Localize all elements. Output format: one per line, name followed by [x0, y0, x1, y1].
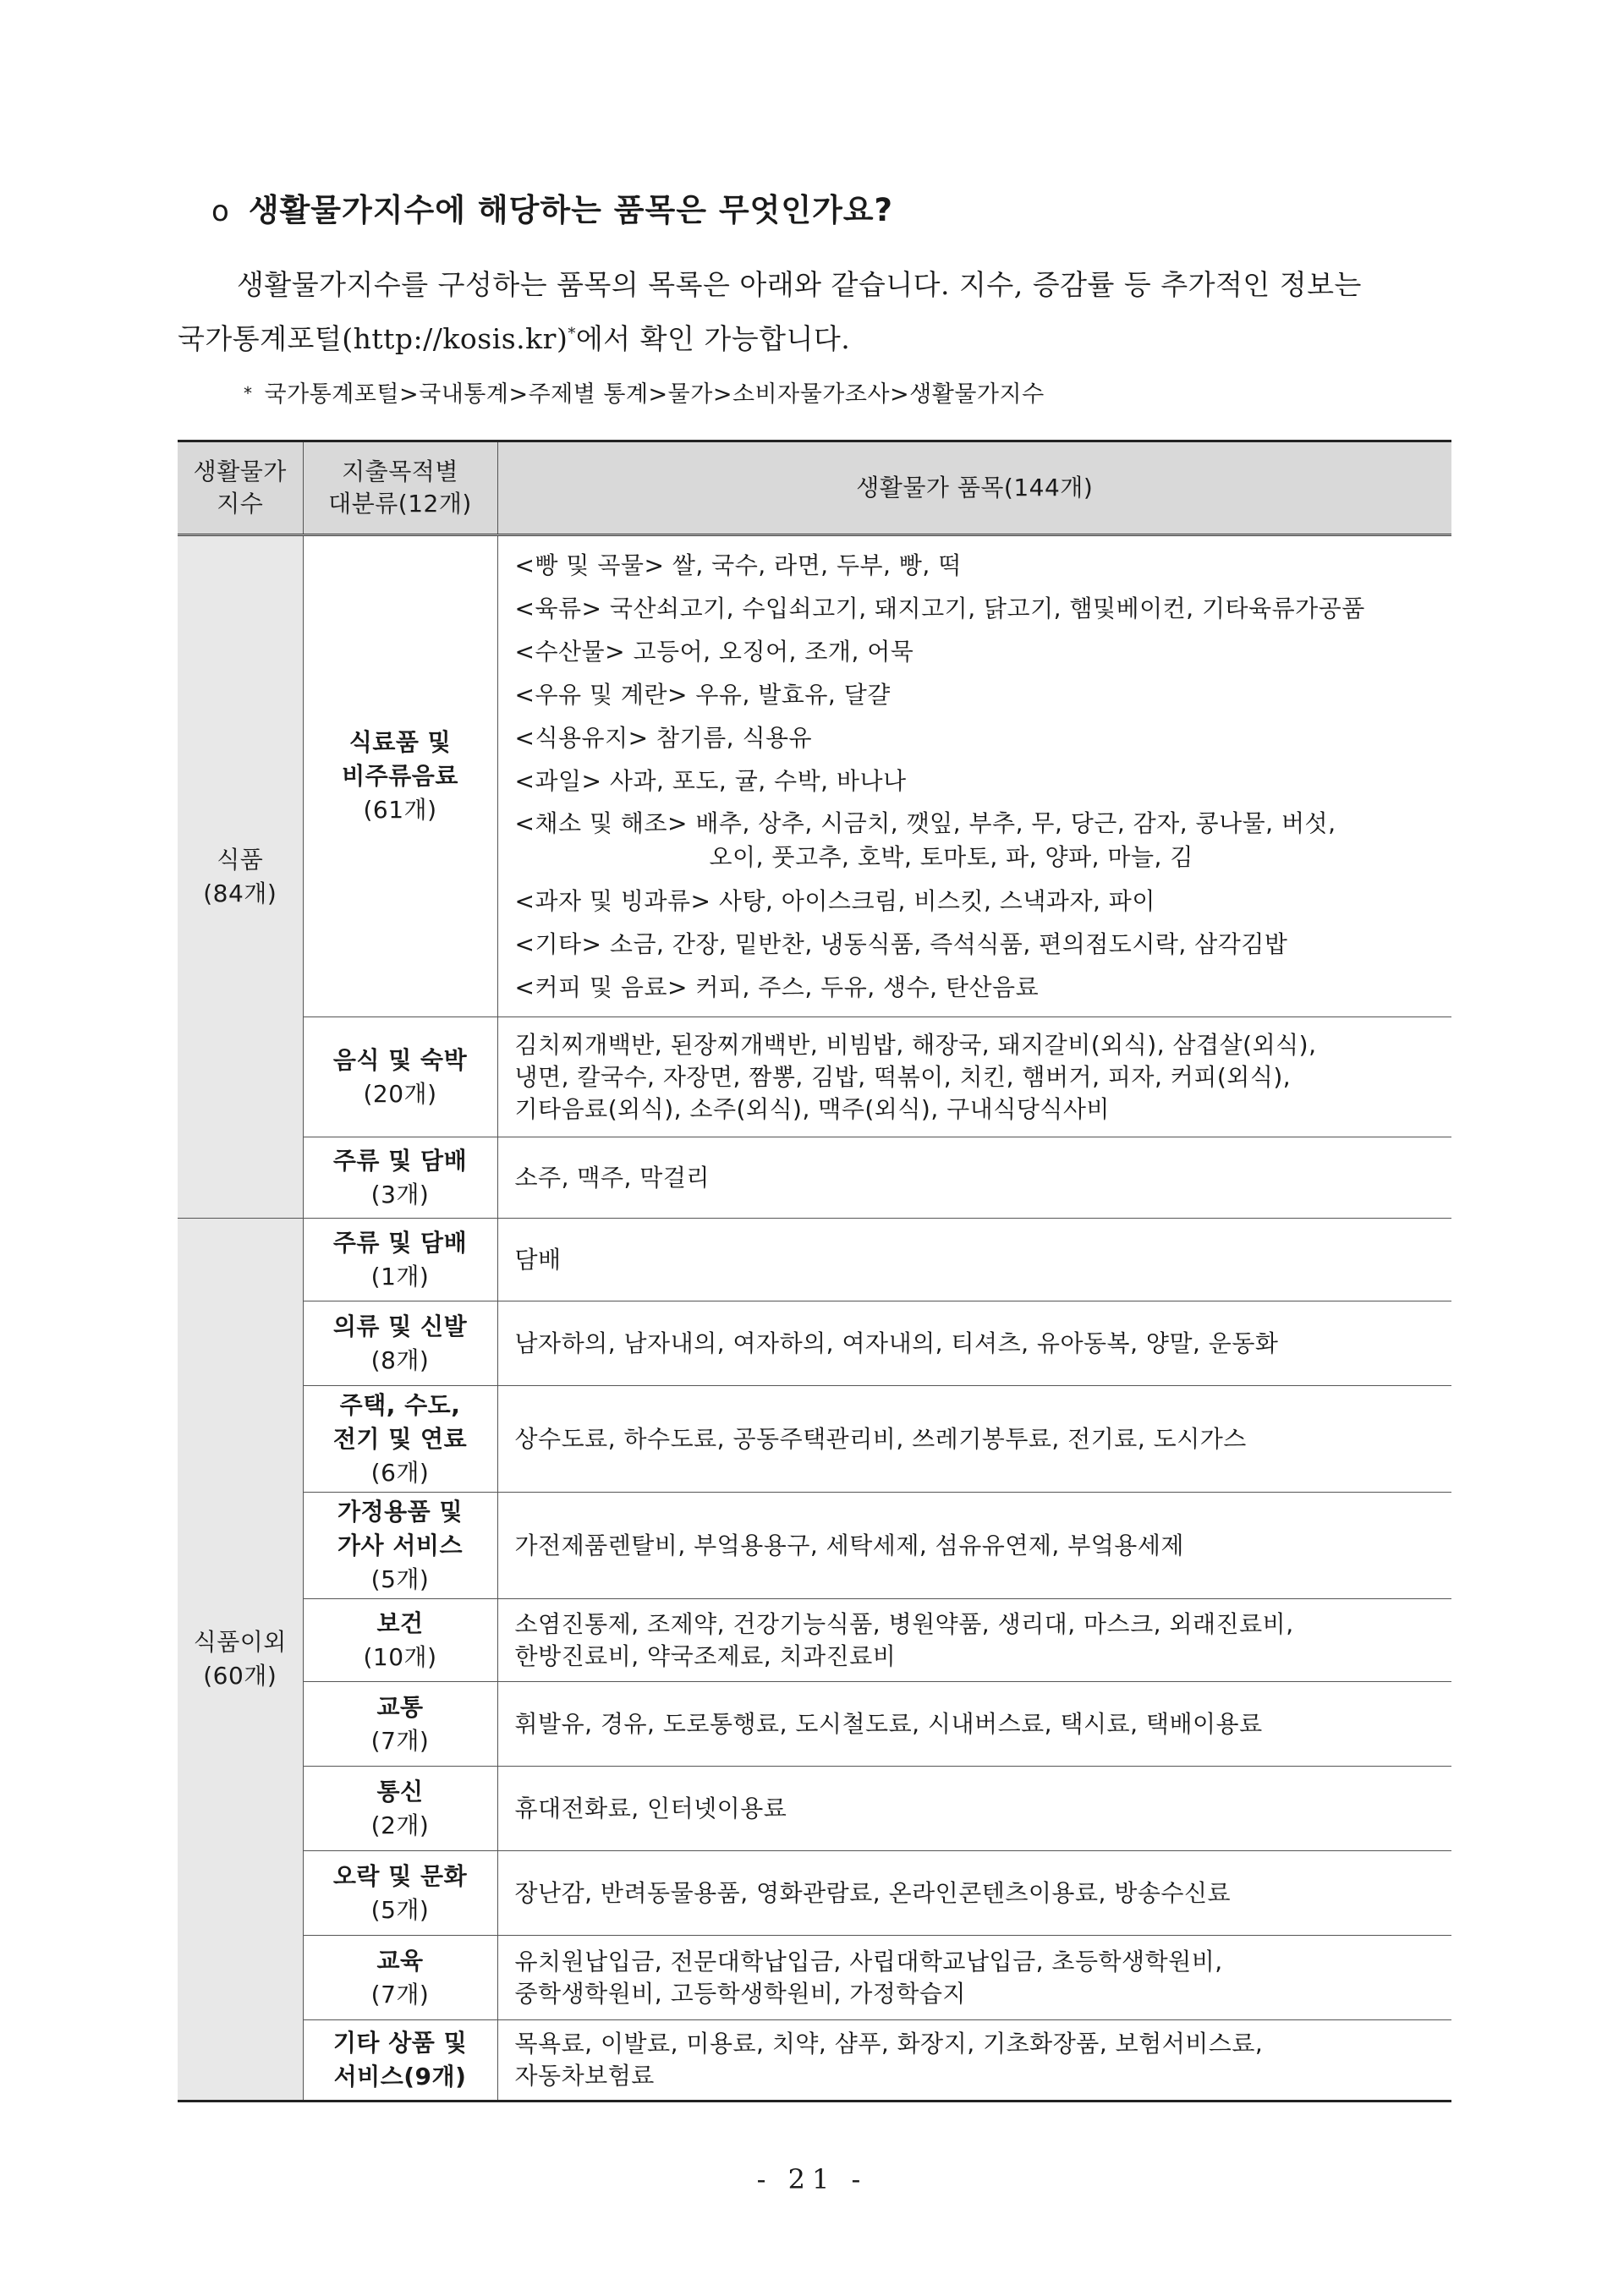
items-cell: 김치찌개백반, 된장찌개백반, 비빔밥, 해장국, 돼지갈비(외식), 삼겹살(외식), 냉면, 칼국수, 자장면, 짬뽕, 김밥, 떡볶이, 치킨, 햄버거, 피자, 커피(외식), 기타음료(외식), 소주(외식), 맥주(외식), 구내식당식사비	[497, 1017, 1451, 1137]
category-cell: 가정용품 및 가사 서비스 (5개)	[303, 1493, 497, 1599]
table-row	[178, 1767, 1451, 1851]
items-cell: 상수도료, 하수도료, 공동주택관리비, 쓰레기봉투료, 전기료, 도시가스	[497, 1386, 1451, 1493]
items-cell: 휘발유, 경유, 도로통행료, 도시철도료, 시내버스료, 택시료, 택배이용료	[497, 1682, 1451, 1767]
items-table	[178, 440, 1451, 2102]
header-index: 생활물가 지수	[178, 441, 303, 535]
question-heading	[211, 184, 893, 230]
table-row	[178, 1682, 1451, 1767]
category-cell: 주택, 수도, 전기 및 연료 (6개)	[303, 1386, 497, 1493]
table-row	[178, 1137, 1451, 1219]
table-row	[178, 1851, 1451, 1936]
items-cell: 유치원납입금, 전문대학납입금, 사립대학교납입금, 초등학생학원비, 중학생학원비, 고등학생학원비, 가정학습지	[497, 1936, 1451, 2020]
paragraph-line-2-post: 에서 확인 가능합니다.	[575, 322, 851, 355]
items-cell: 소주, 맥주, 막걸리	[497, 1137, 1451, 1219]
paragraph-line-2-pre: 국가통계포털(http://kosis.kr)	[178, 322, 568, 355]
category-cell: 주류 및 담배 (1개)	[303, 1219, 497, 1301]
header-items: 생활물가 품목(144개)	[497, 441, 1451, 535]
category-cell: 교육 (7개)	[303, 1936, 497, 2020]
items-cell: <빵 및 곡물> 쌀, 국수, 라면, 두부, 빵, 떡 <육류> 국산쇠고기, 수입쇠고기, 돼지고기, 닭고기, 햄및베이컨, 기타육류가공품 <수산물> 고등어, 오징어, 조개, 어묵 <우유 및 계란> 우유, 발효유, 달걀 <식용유지> 참기름, 식용유 <과일> 사과, 포도, 귤, 수박, 바나나 <채소 및 해조> 배추, 상추, 시금치, 깻잎, 부추, 무, 당근, 감자, 콩나물, 버섯, 오이, 풋고추, 호박, 토마토, 파, 양파, 마늘, 김 <과자 및 빙과류> 사탕, 아이스크림, 비스킷, 스낵과자, 파이 <기타> 소금, 간장, 밑반찬, 냉동식품, 즉석식품, 편의점도시락, 삼각김밥 <커피 및 음료> 커피, 주스, 두유, 생수, 탄산음료	[497, 535, 1451, 1017]
intro-paragraph	[178, 260, 1455, 364]
items-cell: 가전제품렌탈비, 부엌용용구, 세탁세제, 섬유유연제, 부엌용세제	[497, 1493, 1451, 1599]
category-cell: 교통 (7개)	[303, 1682, 497, 1767]
table-row	[178, 535, 1451, 1017]
table-row	[178, 1936, 1451, 2020]
table-row	[178, 1386, 1451, 1493]
big-category-food: 식품 (84개)	[178, 535, 303, 1219]
category-cell: 의류 및 신발 (8개)	[303, 1301, 497, 1386]
category-cell: 기타 상품 및 서비스(9개)	[303, 2020, 497, 2101]
footnote-marker: *	[568, 325, 576, 342]
table-row	[178, 1493, 1451, 1599]
items-cell: 소염진통제, 조제약, 건강기능식품, 병원약품, 생리대, 마스크, 외래진료비, 한방진료비, 약국조제료, 치과진료비	[497, 1599, 1451, 1682]
items-cell: 담배	[497, 1219, 1451, 1301]
category-cell: 통신 (2개)	[303, 1767, 497, 1851]
category-cell: 보건 (10개)	[303, 1599, 497, 1682]
note-star: *	[244, 383, 253, 403]
table-header-row	[178, 441, 1451, 535]
items-cell: 목욕료, 이발료, 미용료, 치약, 샴푸, 화장지, 기초화장품, 보험서비스료, 자동차보험료	[497, 2020, 1451, 2101]
category-cell: 음식 및 숙박 (20개)	[303, 1017, 497, 1137]
source-note	[244, 375, 1045, 408]
page-number: - 21 -	[756, 2163, 868, 2195]
heading-bullet: o	[211, 195, 230, 228]
table-row	[178, 1599, 1451, 1682]
items-cell: 휴대전화료, 인터넷이용료	[497, 1767, 1451, 1851]
items-cell: 장난감, 반려동물용품, 영화관람료, 온라인콘텐츠이용료, 방송수신료	[497, 1851, 1451, 1936]
table-row	[178, 1219, 1451, 1301]
note-text: 국가통계포털>국내통계>주제별 통계>물가>소비자물가조사>생활물가지수	[264, 381, 1045, 408]
table-row	[178, 1301, 1451, 1386]
category-cell: 주류 및 담배 (3개)	[303, 1137, 497, 1219]
items-cell: 남자하의, 남자내의, 여자하의, 여자내의, 티셔츠, 유아동복, 양말, 운동화	[497, 1301, 1451, 1386]
heading-text: 생활물가지수에 해당하는 품목은 무엇인가요?	[248, 192, 894, 228]
category-cell: 식료품 및 비주류음료 (61개)	[303, 535, 497, 1017]
big-category-nonfood: 식품이외 (60개)	[178, 1219, 303, 2101]
header-category: 지출목적별 대분류(12개)	[303, 441, 497, 535]
table-row	[178, 2020, 1451, 2101]
table-row	[178, 1017, 1451, 1137]
paragraph-line-1: 생활물가지수를 구성하는 품목의 목록은 아래와 같습니다. 지수, 증감률 등 추가적인 정보는	[237, 268, 1362, 301]
category-cell: 오락 및 문화 (5개)	[303, 1851, 497, 1936]
